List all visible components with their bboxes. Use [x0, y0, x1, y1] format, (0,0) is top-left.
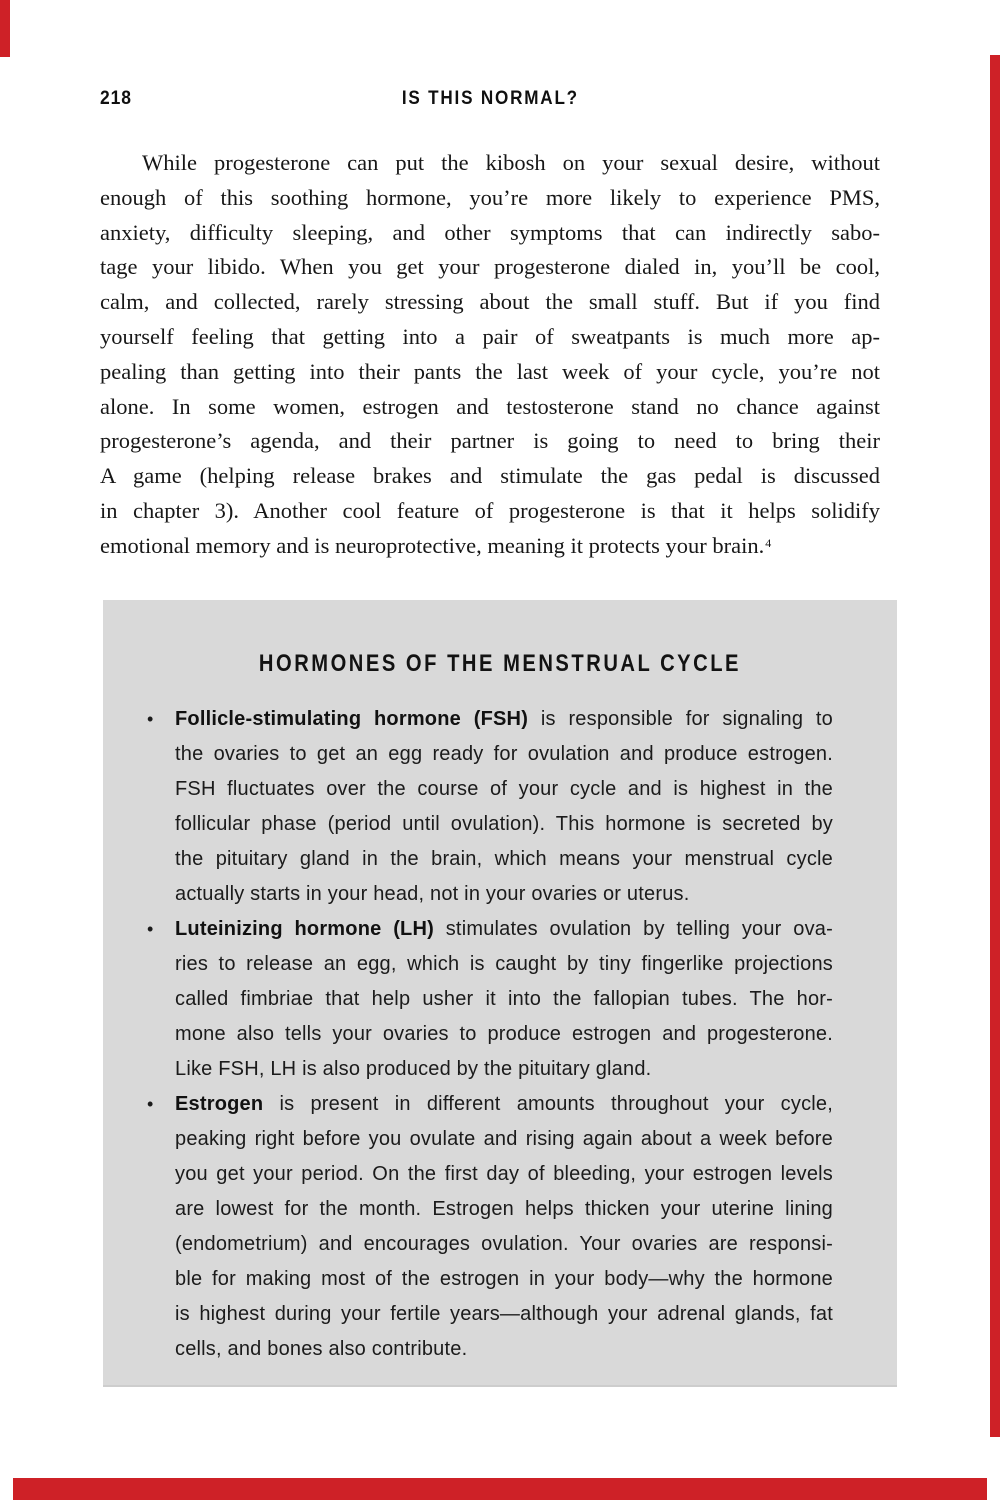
bullet-line: Like FSH, LH is also produced by the pituitary gland. [175, 1058, 652, 1080]
paragraph-line: yourself feeling that getting into a pair of sweatpants is much more ap- [100, 323, 880, 349]
bullet-line: called fimbriae that help usher it into the fallopian tubes. The hor- [175, 988, 833, 1010]
paragraph-line: calm, and collected, rarely stressing about the small stuff. But if you find [100, 289, 880, 315]
paragraph-line: enough of this soothing hormone, you’re more likely to experience PMS, [100, 184, 880, 210]
bullet-line: • Estrogen is present in different amounts throughout your cycle, [175, 1087, 833, 1122]
hormone-box-bullet-list [147, 702, 833, 1367]
bullet-dot-icon: • [147, 1094, 154, 1114]
bullet-line: follicular phase (period until ovulation). This hormone is secreted by [175, 813, 833, 835]
paragraph-line: in chapter 3). Another cool feature of progesterone is that it helps solidify [100, 497, 880, 523]
bullet-line: • Follicle-stimulating hormone (FSH) is responsible for signaling to [175, 702, 833, 737]
bullet-line: ries to release an egg, which is caught by tiny fingerlike projections [175, 953, 833, 975]
bullet-item [147, 702, 833, 912]
bullet-line: are lowest for the month. Estrogen helps thicken your uterine lining [175, 1198, 833, 1220]
book-cover-edge-bottom [13, 1478, 987, 1500]
bullet-line: FSH fluctuates over the course of your cycle and is highest in the [175, 778, 833, 800]
bullet-item [147, 912, 833, 1087]
book-cover-edge-left [0, 0, 10, 57]
page-number: 218 [100, 88, 132, 109]
bullet-term: Estrogen [175, 1093, 264, 1115]
paragraph-line: alone. In some women, estrogen and testosterone stand no chance against [100, 393, 880, 419]
bullet-dot-icon: • [147, 919, 154, 939]
bullet-line: • Luteinizing hormone (LH) stimulates ovulation by telling your ova- [175, 912, 833, 947]
bullet-line: the pituitary gland in the brain, which means your menstrual cycle [175, 848, 833, 870]
bullet-dot-icon: • [147, 709, 154, 729]
bullet-line: is highest during your fertile years—although your adrenal glands, fat [175, 1303, 833, 1325]
bullet-line: cells, and bones also contribute. [175, 1338, 468, 1360]
paragraph-line: pealing than getting into their pants the last week of your cycle, you’re not [100, 358, 880, 384]
bullet-line: actually starts in your head, not in your ovaries or uterus. [175, 883, 690, 905]
hormone-box-title [103, 650, 897, 678]
paragraph-line: A game (helping release brakes and stimulate the gas pedal is discussed [100, 463, 880, 489]
paragraph-line: anxiety, difficulty sleeping, and other symptoms that can indirectly sabo- [100, 219, 880, 245]
hormone-box-title-text: HORMONES OF THE MENSTRUAL CYCLE [258, 650, 742, 677]
bullet-term: Luteinizing hormone (LH) [175, 918, 434, 940]
paragraph-line: tage your libido. When you get your progesterone dialed in, you’ll be cool, [100, 254, 880, 280]
footnote-marker: 4 [765, 535, 772, 550]
bullet-line: (endometrium) and encourages ovulation. Your ovaries are responsi- [175, 1233, 833, 1255]
running-header [100, 88, 880, 110]
running-header-row [100, 88, 880, 114]
bullet-line: the ovaries to get an egg ready for ovulation and produce estrogen. [175, 743, 833, 765]
paragraph-line: progesterone’s agenda, and their partner is going to need to bring their [100, 428, 880, 454]
body-paragraph [100, 146, 880, 564]
book-cover-edge-right [990, 55, 1000, 1437]
paragraph-line: emotional memory and is neuroprotective, meaning it protects your brain.$^4$ [100, 532, 772, 558]
running-header-title: IS THIS NORMAL? [401, 88, 579, 109]
bullet-line: mone also tells your ovaries to produce estrogen and progesterone. [175, 1023, 833, 1045]
bullet-line: you get your period. On the first day of bleeding, your estrogen levels [175, 1163, 833, 1185]
paragraph-line: While progesterone can put the kibosh on your sexual desire, without [142, 150, 880, 175]
hormone-box [103, 600, 897, 1387]
bullet-term: Follicle-stimulating hormone (FSH) [175, 708, 529, 730]
bullet-line: peaking right before you ovulate and rising again about a week before [175, 1128, 833, 1150]
bullet-item [147, 1087, 833, 1367]
bullet-line: ble for making most of the estrogen in your body—why the hormone [175, 1268, 833, 1290]
